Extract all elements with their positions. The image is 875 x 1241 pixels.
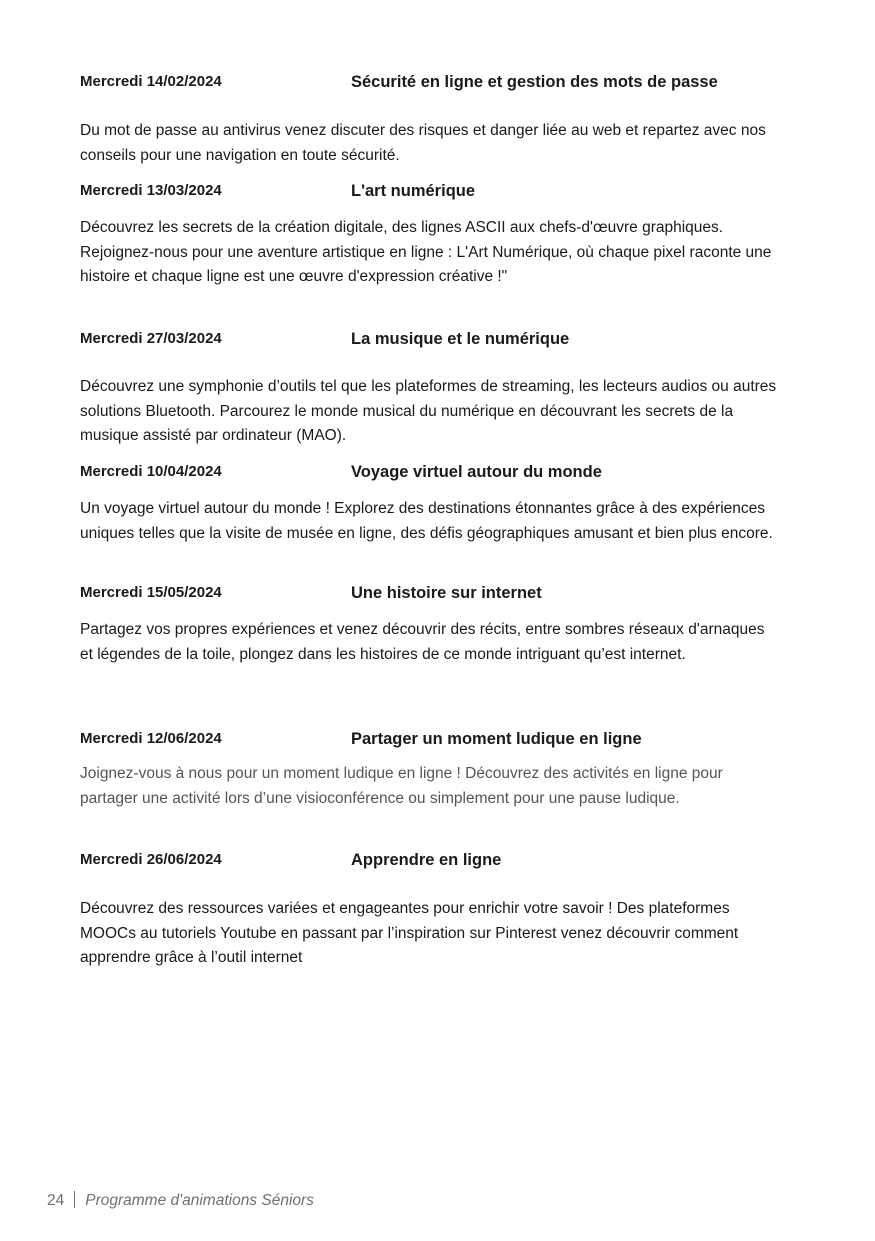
- page-footer: [47, 1191, 314, 1210]
- event-header: [80, 328, 780, 350]
- event-header: [80, 180, 780, 202]
- event-2024-03-13: [80, 180, 780, 290]
- event-title: Voyage virtuel autour du monde: [351, 463, 602, 481]
- event-date: Mercredi 13/03/2024: [80, 182, 222, 199]
- event-2024-04-10: [80, 461, 780, 546]
- event-description: Découvrez les secrets de la création digitale, des lignes ASCII aux chefs-d'œuvre graphiques. Rejoignez-nous pour une aventure artistique en ligne : L'Art Numérique, où chaque pixel raconte une histoire et chaque ligne est une œuvre d'expression créative !": [80, 219, 772, 285]
- event-date: Mercredi 15/05/2024: [80, 584, 222, 601]
- event-description: Découvrez une symphonie d’outils tel que les plateformes de streaming, les lecteurs audios ou autres solutions Bluetooth. Parcourez le monde musical du numérique en découvrant les secrets de la musique assisté par ordinateur (MAO).: [80, 378, 777, 444]
- event-description: Partagez vos propres expériences et venez découvrir des récits, entre sombres réseaux d'arnaques et légendes de la toile, plongez dans les histoires de ce monde intriguant qu’est internet.: [80, 621, 765, 663]
- event-description: Découvrez des ressources variées et engageantes pour enrichir votre savoir ! Des plateformes MOOCs au tutoriels Youtube en passant par l’inspiration sur Pinterest venez découvrir comment apprendre grâce à l’outil internet: [80, 900, 739, 966]
- event-2024-06-12: [80, 728, 780, 811]
- page-number: 24: [47, 1192, 65, 1209]
- event-title: Sécurité en ligne et gestion des mots de passe: [351, 73, 718, 91]
- event-date: Mercredi 14/02/2024: [80, 73, 222, 90]
- event-description: Du mot de passe au antivirus venez discuter des risques et danger liée au web et repartez avec nos conseils pour une navigation en toute sécurité.: [80, 122, 766, 164]
- event-2024-03-27: [80, 328, 780, 449]
- event-date: Mercredi 27/03/2024: [80, 330, 222, 347]
- event-title: L'art numérique: [351, 182, 476, 200]
- event-header: [80, 71, 780, 93]
- event-title: Partager un moment ludique en ligne: [351, 730, 642, 748]
- event-title: Apprendre en ligne: [351, 851, 502, 869]
- document-title: Programme d'animations Séniors: [85, 1192, 314, 1209]
- event-date: Mercredi 26/06/2024: [80, 851, 222, 868]
- event-date: Mercredi 10/04/2024: [80, 463, 222, 480]
- footer-divider: [74, 1191, 75, 1208]
- event-header: [80, 728, 780, 750]
- event-date: Mercredi 12/06/2024: [80, 730, 222, 747]
- event-description: Joignez-vous à nous pour un moment ludique en ligne ! Découvrez des activités en ligne pour partager une activité lors d’une visioconférence ou simplement pour une pause ludique.: [80, 765, 723, 807]
- event-2024-02-14: [80, 71, 780, 168]
- event-2024-05-15: [80, 582, 780, 667]
- event-description: Un voyage virtuel autour du monde ! Explorez des destinations étonnantes grâce à des expériences uniques telles que la visite de musée en ligne, des défis géographiques amusant et bien plus encore.: [80, 500, 773, 542]
- event-header: [80, 461, 780, 483]
- event-2024-06-26: [80, 849, 780, 971]
- event-title: La musique et le numérique: [351, 330, 570, 348]
- event-header: [80, 582, 780, 604]
- event-title: Une histoire sur internet: [351, 584, 542, 602]
- event-header: [80, 849, 780, 871]
